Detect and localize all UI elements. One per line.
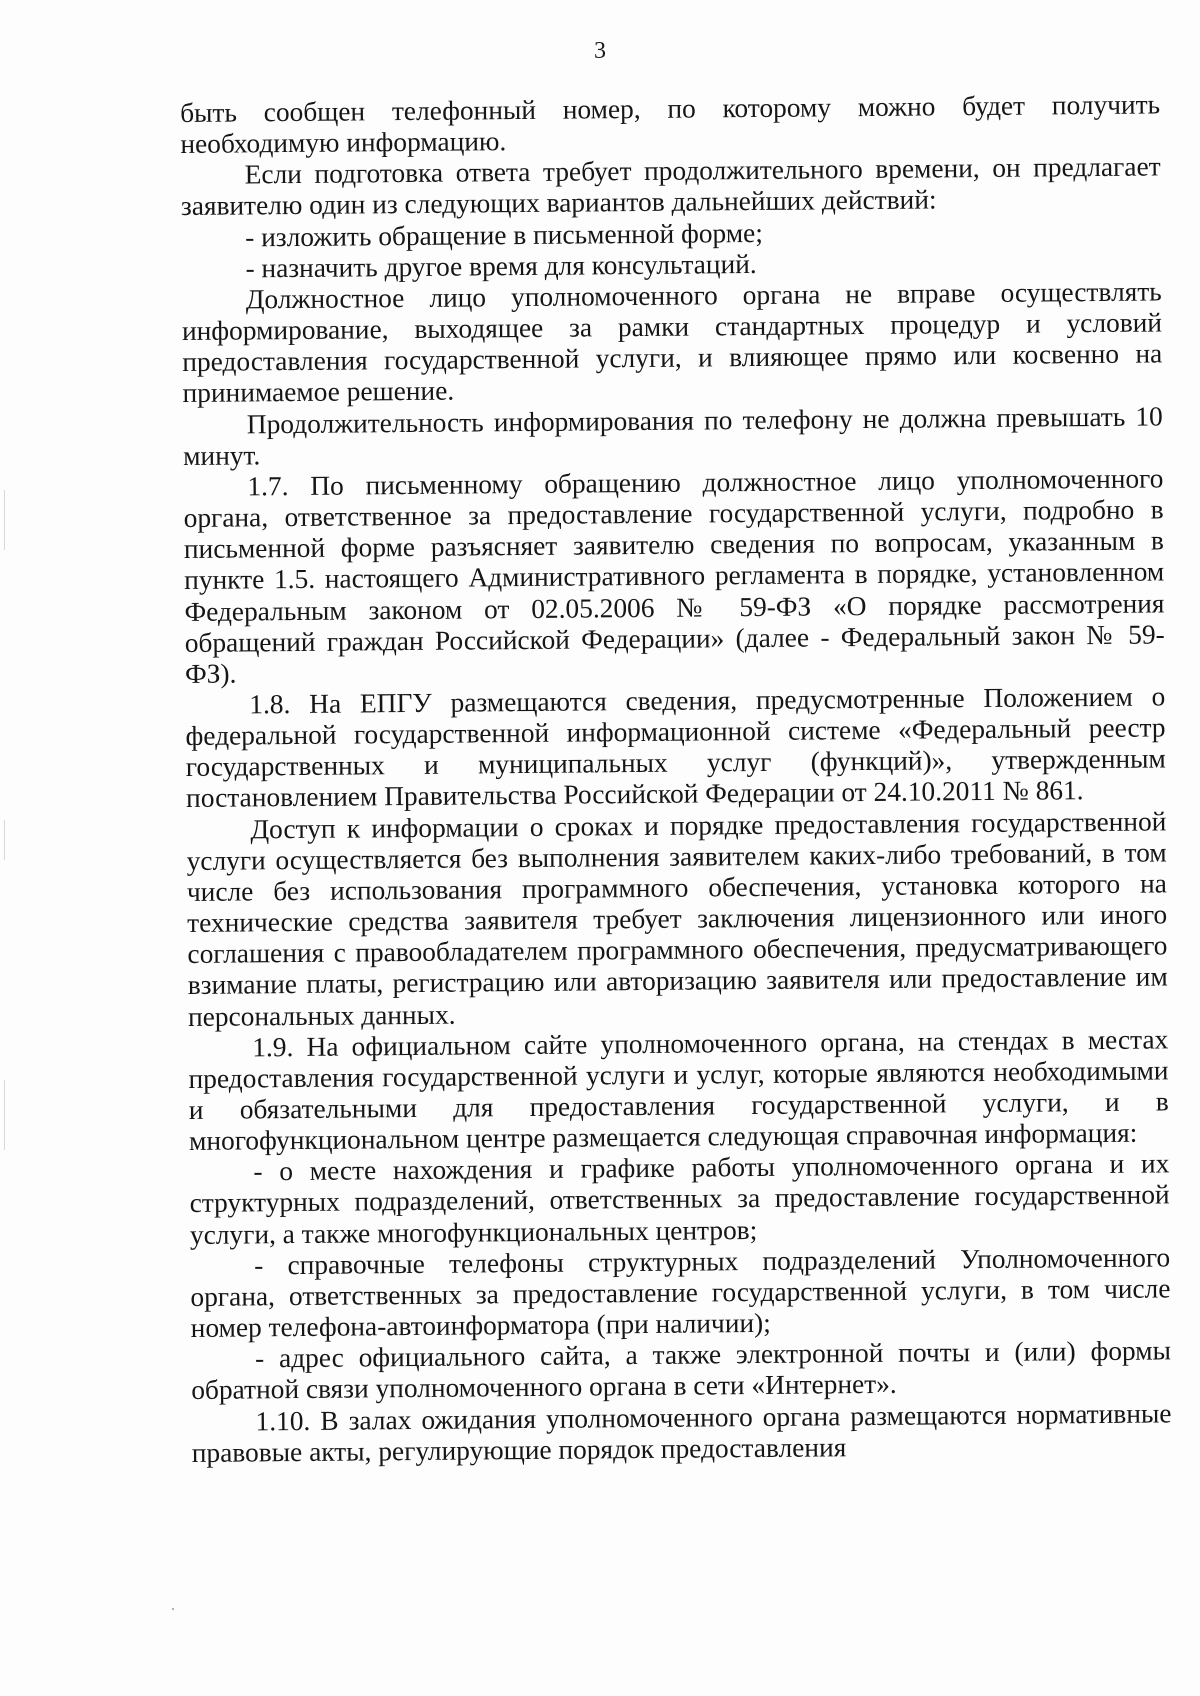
scan-margin-mark: [4, 490, 5, 550]
list-item: - изложить обращение в письменной форме;: [245, 217, 763, 253]
section-1-7: 1.7. По письменному обращению должностное лицо уполномоченного органа, ответственное за предоставление государственной услуги, подробно в письменной форме разъясняет заявителю сведения по вопросам, указанным в пункте 1.5. настоящего Административного регламента в порядке, установленном Федеральным законом от 02.05.2006 № 59-ФЗ «О порядке рассмотрения обращений граждан Российской Федерации» (далее - Федеральный закон № 59-ФЗ).: [183, 463, 1165, 689]
paragraph: Должностное лицо уполномоченного органа не вправе осуществлять информирование, выходящее за рамки стандартных процедур и условий предоставления государственной услуги, и влияющее прямо или косвенно на принимаемое решение.: [181, 276, 1163, 409]
paragraph: быть сообщен телефонный номер, по которому можно будет получить необходимую информацию.: [180, 89, 1161, 160]
paragraph: Если подготовка ответа требует продолжительного времени, он предлагает заявителю один из следующих вариантов дальнейших действий:: [180, 151, 1161, 222]
section-1-9: 1.9. На официальном сайте уполномоченного органа, на стендах в местах предоставления государственной услуги и услуг, которые являются необходимыми и обязательными для предоставления государственной услуги, и в многофункциональном центре размещается следующая справочная информация:: [188, 1024, 1169, 1157]
section-1-8: 1.8. На ЕПГУ размещаются сведения, предусмотренные Положением о федеральной государственной информационной системе «Федеральный реестр государственных и муниципальных услуг (функций)», утвержденным постановлением Правительства Российской Федерации от 24.10.2011 № 861.: [185, 681, 1166, 814]
scan-margin-mark: [4, 820, 5, 860]
list-item: - справочные телефоны структурных подразделений Уполномоченного органа, ответственных за предоставление государственной услуги, в том числе номер телефона-автоинформатора (при наличии);: [190, 1242, 1171, 1344]
scan-speck: [172, 1608, 174, 1610]
page-number: 3: [594, 38, 606, 64]
section-1-10: 1.10. В залах ожидания уполномоченного органа размещаются нормативные правовые акты, регулирующие порядок предоставления: [191, 1397, 1172, 1468]
paragraph: Доступ к информации о сроках и порядке предоставления государственной услуги осуществляется без выполнения заявителем каких-либо требований, в том числе без использования программного обеспечения, установка которого на технические средства заявителя требует заключения лицензионного или иного соглашения с правообладателем программного обеспечения, предусматривающего взимание платы, регистрацию или авторизацию заявителя или предоставление им персональных данных.: [186, 806, 1168, 1032]
list-item: - назначить другое время для консультаций.: [245, 248, 757, 284]
paragraph: Продолжительность информирования по телефону не должна превышать 10 минут.: [182, 400, 1163, 471]
document-body: [180, 89, 1172, 1468]
list-item: - адрес официального сайта, а также электронной почты и (или) формы обратной связи уполномоченного органа в сети «Интернет».: [191, 1335, 1172, 1406]
scan-margin-mark: [4, 1080, 5, 1150]
list-item: - о месте нахождения и графике работы уполномоченного органа и их структурных подразделений, ответственных за предоставление государственной услуги, а также многофункциональных центров;: [189, 1148, 1170, 1250]
